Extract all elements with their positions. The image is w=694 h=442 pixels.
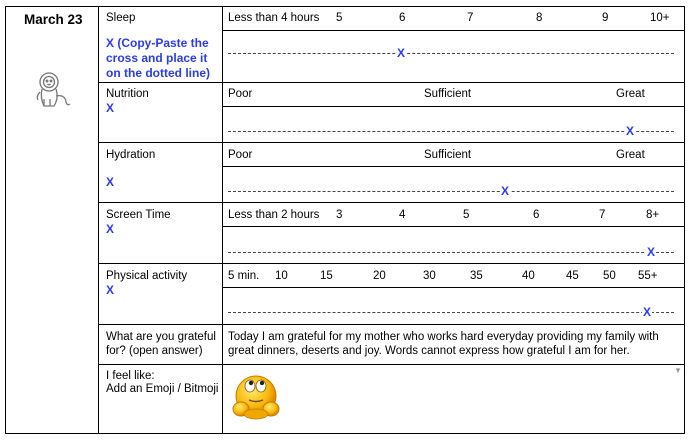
nutrition-dotted-line[interactable] (228, 131, 674, 132)
physical-activity-x: X (106, 283, 115, 297)
sleep-marker[interactable]: X (397, 46, 406, 60)
sleep-scale-0: Less than 4 hours (228, 12, 320, 24)
screen-time-scale-2: 4 (399, 209, 406, 221)
feel-label-line2: Add an Emoji / Bitmoji (106, 383, 219, 395)
thinking-emoji-icon[interactable] (230, 372, 282, 422)
physical-activity-scale-3: 20 (373, 270, 386, 282)
sleep-scale-5: 9 (602, 12, 609, 24)
screen-time-dotted-line[interactable] (228, 252, 674, 253)
screen-time-scale-1: 3 (336, 209, 343, 221)
hydration-scale-1: Sufficient (424, 149, 472, 161)
physical-activity-scale-0: 5 min. (228, 270, 260, 282)
sleep-label: Sleep (106, 12, 136, 24)
nutrition-scale-2: Great (616, 88, 645, 100)
screen-time-scale-5: 7 (599, 209, 606, 221)
sleep-scale-1: 5 (336, 12, 343, 24)
screen-time-scale-0: Less than 2 hours (228, 209, 320, 221)
hydration-scale-0: Poor (228, 149, 253, 161)
hydration-dotted-line[interactable] (228, 191, 674, 192)
physical-activity-scale-2: 15 (320, 270, 333, 282)
date-label: March 23 (24, 12, 83, 27)
sleep-scale-6: 10+ (650, 12, 670, 24)
screen-time-scale-3: 5 (463, 209, 470, 221)
sleep-scale-2: 6 (399, 12, 406, 24)
physical-activity-scale-1: 10 (275, 270, 288, 282)
grateful-label: What are you grateful for? (open answer) (106, 331, 216, 357)
nutrition-label: Nutrition (106, 88, 149, 100)
physical-activity-scale-9: 55+ (638, 270, 658, 282)
nutrition-marker[interactable]: X (626, 124, 635, 138)
physical-activity-label: Physical activity (106, 270, 188, 282)
sleep-scale-3: 7 (467, 12, 474, 24)
screen-time-scale-6: 8+ (646, 209, 660, 221)
grateful-answer[interactable]: Today I am grateful for my mother who works hard everyday providing my family with great dinners, deserts and joy. Words cannot express how grateful I am for her. (228, 331, 659, 357)
nutrition-x: X (106, 101, 115, 115)
screen-time-x: X (106, 222, 115, 236)
physical-activity-scale-5: 35 (470, 270, 483, 282)
feel-label-line1: I feel like: (106, 370, 155, 382)
screen-time-marker[interactable]: X (647, 245, 656, 259)
sleep-dotted-line[interactable] (228, 53, 674, 54)
physical-activity-marker[interactable]: X (643, 305, 652, 319)
hydration-label: Hydration (106, 149, 156, 161)
sleep-instruction: X (Copy-Paste the cross and place it on the dotted line) (106, 36, 210, 80)
screen-time-label: Screen Time (106, 209, 171, 221)
sleep-scale-4: 8 (536, 12, 543, 24)
dropdown-arrow-icon[interactable]: ▼ (674, 366, 682, 375)
hydration-x: X (106, 175, 115, 189)
hydration-marker[interactable]: X (501, 184, 510, 198)
hydration-scale-2: Great (616, 149, 645, 161)
physical-activity-scale-6: 40 (522, 270, 535, 282)
screen-time-scale-4: 6 (533, 209, 540, 221)
physical-activity-scale-4: 30 (423, 270, 436, 282)
physical-activity-scale-8: 50 (603, 270, 616, 282)
nutrition-scale-1: Sufficient (424, 88, 472, 100)
physical-activity-scale-7: 45 (566, 270, 579, 282)
lion-icon (32, 70, 74, 110)
nutrition-scale-0: Poor (228, 88, 253, 100)
physical-activity-dotted-line[interactable] (228, 312, 674, 313)
